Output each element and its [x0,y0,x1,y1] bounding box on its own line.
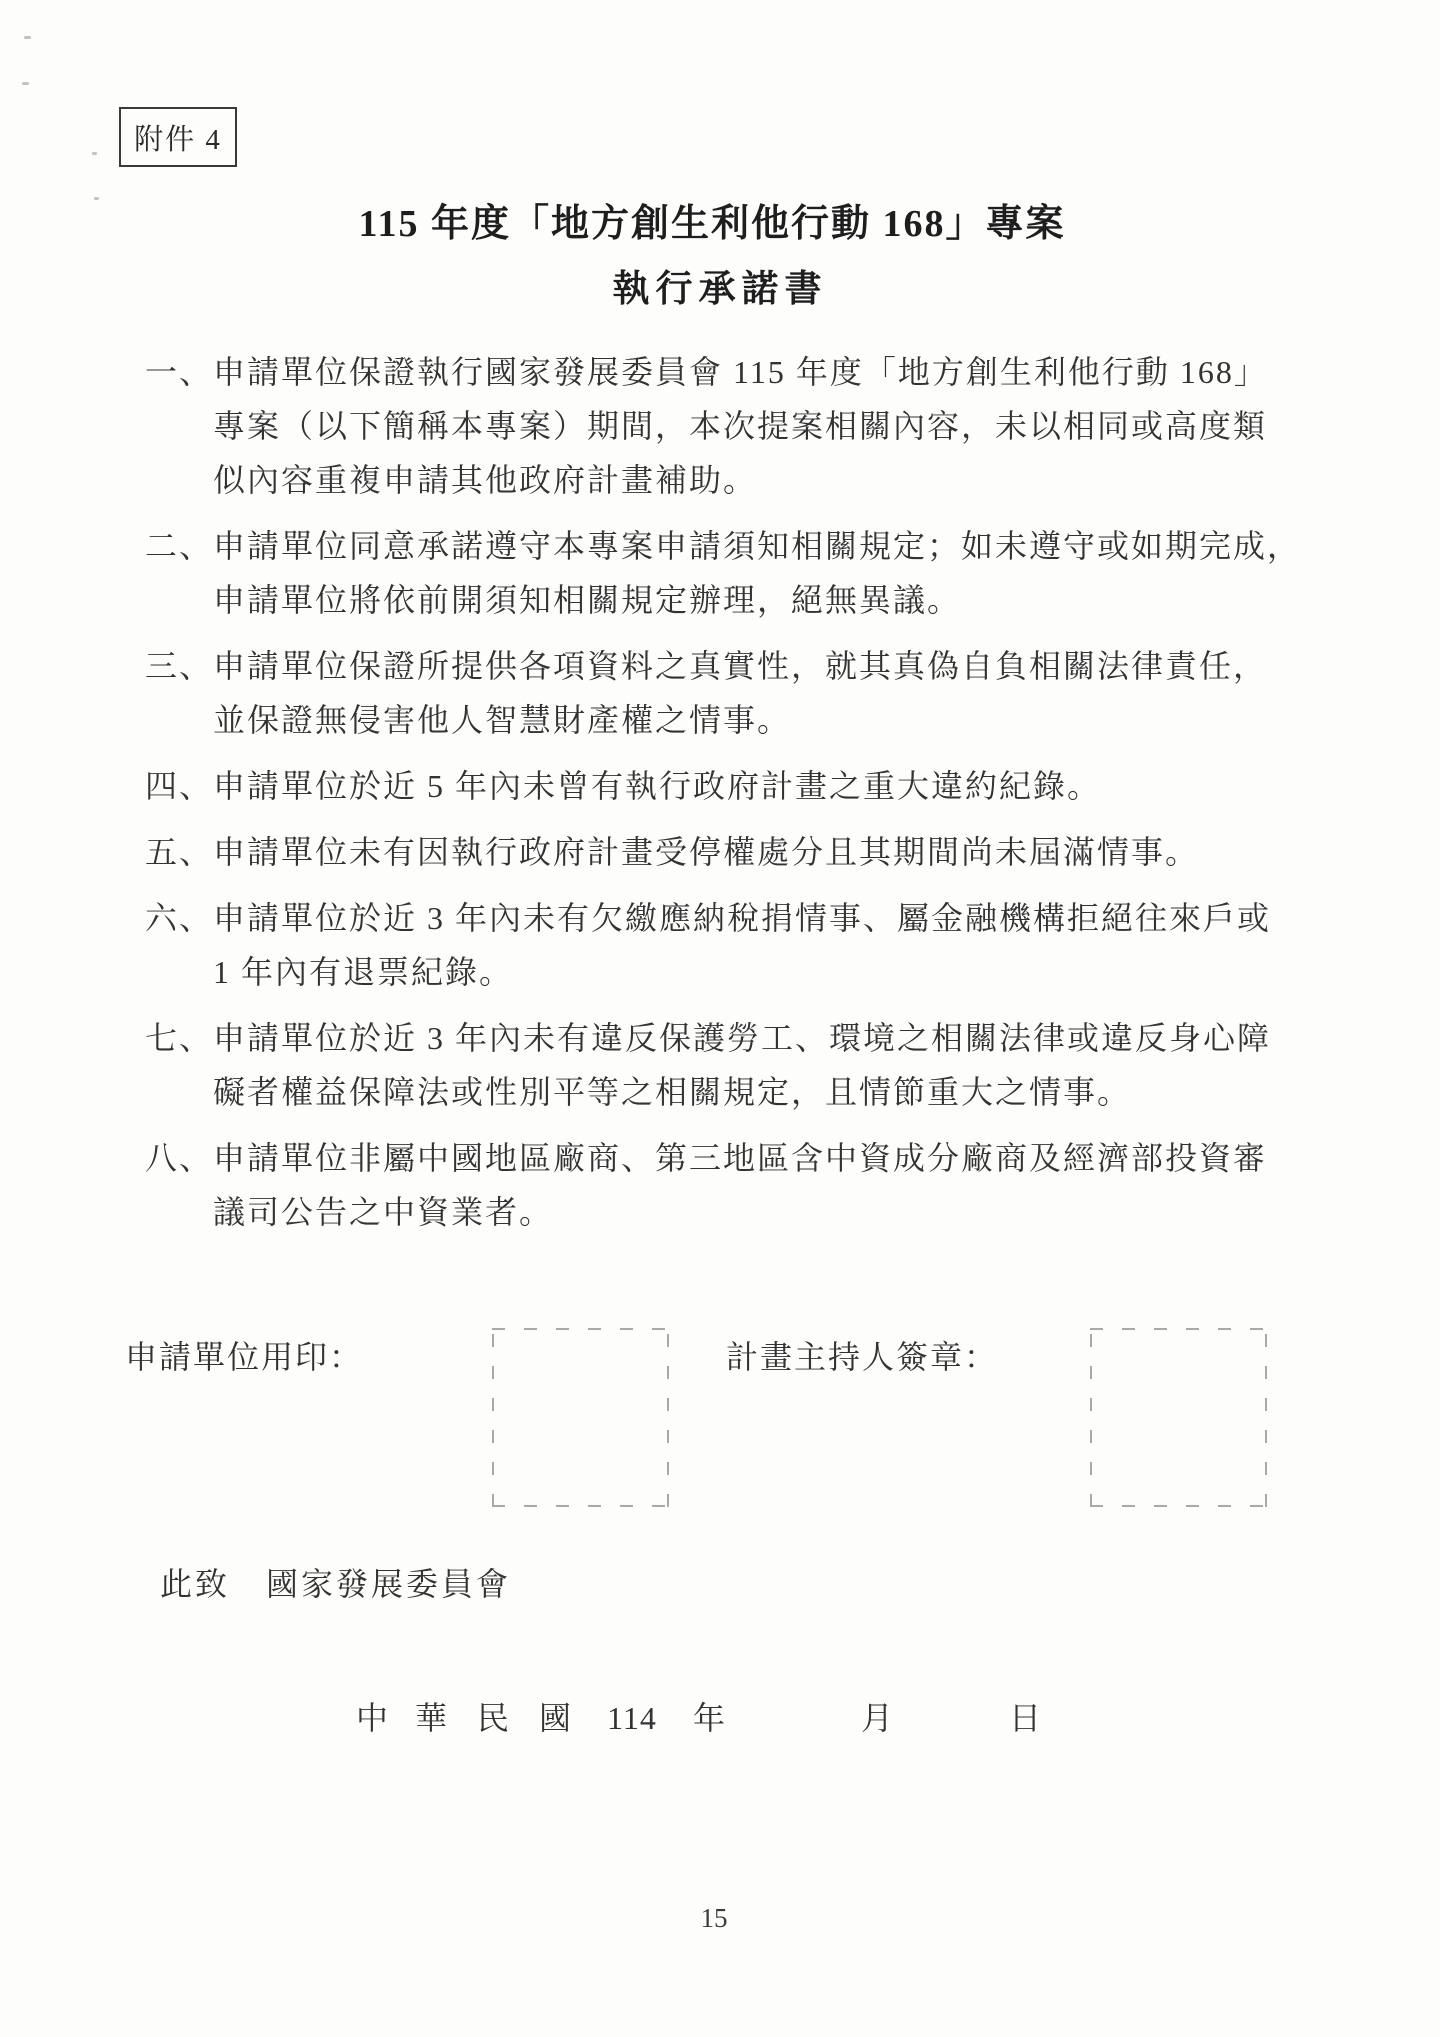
term-item-7 [145,1011,1305,1119]
closing-prefix: 此致 [160,1566,231,1602]
term-line: 申請單位保證執行國家發展委員會 115 年度「地方創生利他行動 168」 [213,354,1268,390]
applicant-seal-label: 申請單位用印： [125,1339,364,1375]
term-item-1 [145,345,1305,507]
date-year-value: 114 [607,1700,657,1736]
term-line: 申請單位同意承諾遵守本專案申請須知相關規定；如未遵守或如期完成， [213,528,1302,564]
date-year-label: 年 [693,1700,726,1736]
term-marker: 一、 [145,354,214,390]
term-line: 並保證無侵害他人智慧財產權之情事。 [213,702,792,738]
date-line [0,1698,1440,1738]
term-line: 申請單位未有因執行政府計畫受停權處分且其期間尚未屆滿情事。 [213,834,1200,870]
closing-recipient: 國家發展委員會 [266,1566,512,1602]
term-marker: 八、 [145,1140,214,1176]
attachment-label: 附件 4 [134,123,222,156]
document-title: 115 年度「地方創生利他行動 168」專案 [358,203,1066,245]
term-marker: 五、 [145,834,214,870]
applicant-seal-box [492,1328,669,1507]
pi-signature-label: 計畫主持人簽章： [726,1339,999,1375]
term-line: 似內容重複申請其他政府計畫補助。 [213,462,758,498]
closing-line [160,1566,511,1602]
term-line: 申請單位將依前開須知相關規定辦理，絕無異議。 [213,582,962,618]
term-item-3 [145,639,1305,747]
term-line: 專案（以下簡稱本專案）期間，本次提案相關內容，未以相同或高度類 [213,408,1268,444]
date-era-char: 國 [539,1700,572,1736]
term-marker: 三、 [145,648,214,684]
term-line: 申請單位於近 5 年內未曾有執行政府計畫之重大違約紀錄。 [213,768,1102,804]
terms-list [145,345,1305,1251]
term-line: 申請單位於近 3 年內未有欠繳應納稅捐情事、屬金融機構拒絕往來戶或 [213,900,1272,936]
date-month-label: 月 [861,1700,894,1736]
term-line: 申請單位於近 3 年內未有違反保護勞工、環境之相關法律或違反身心障 [213,1020,1272,1056]
date-day-label: 日 [1009,1700,1042,1736]
term-line: 申請單位非屬中國地區廠商、第三地區含中資成分廠商及經濟部投資審 [213,1140,1268,1176]
scan-speck [92,152,97,155]
term-line: 申請單位保證所提供各項資料之真實性，就其真偽自負相關法律責任， [213,648,1268,684]
term-item-5 [145,825,1305,879]
document-subtitle: 執行承諾書 [612,269,828,310]
pi-signature-box [1090,1328,1267,1507]
scan-speck [24,36,31,39]
attachment-label-box [119,107,237,167]
term-marker: 二、 [145,528,214,564]
page-number: 15 [700,1903,728,1933]
scan-speck [22,82,29,85]
term-line: 礙者權益保障法或性別平等之相關規定，且情節重大之情事。 [213,1074,1132,1110]
term-item-6 [145,891,1305,999]
term-item-8 [145,1131,1305,1239]
term-marker: 七、 [145,1020,214,1056]
term-marker: 四、 [145,768,214,804]
term-marker: 六、 [145,900,214,936]
date-era-char: 民 [477,1700,510,1736]
term-item-2 [145,519,1305,627]
term-line: 議司公告之中資業者。 [213,1194,554,1230]
term-line: 1 年內有退票紀錄。 [213,954,514,990]
date-era-char: 華 [415,1700,448,1736]
term-item-4 [145,759,1305,813]
date-era-char: 中 [356,1700,389,1736]
